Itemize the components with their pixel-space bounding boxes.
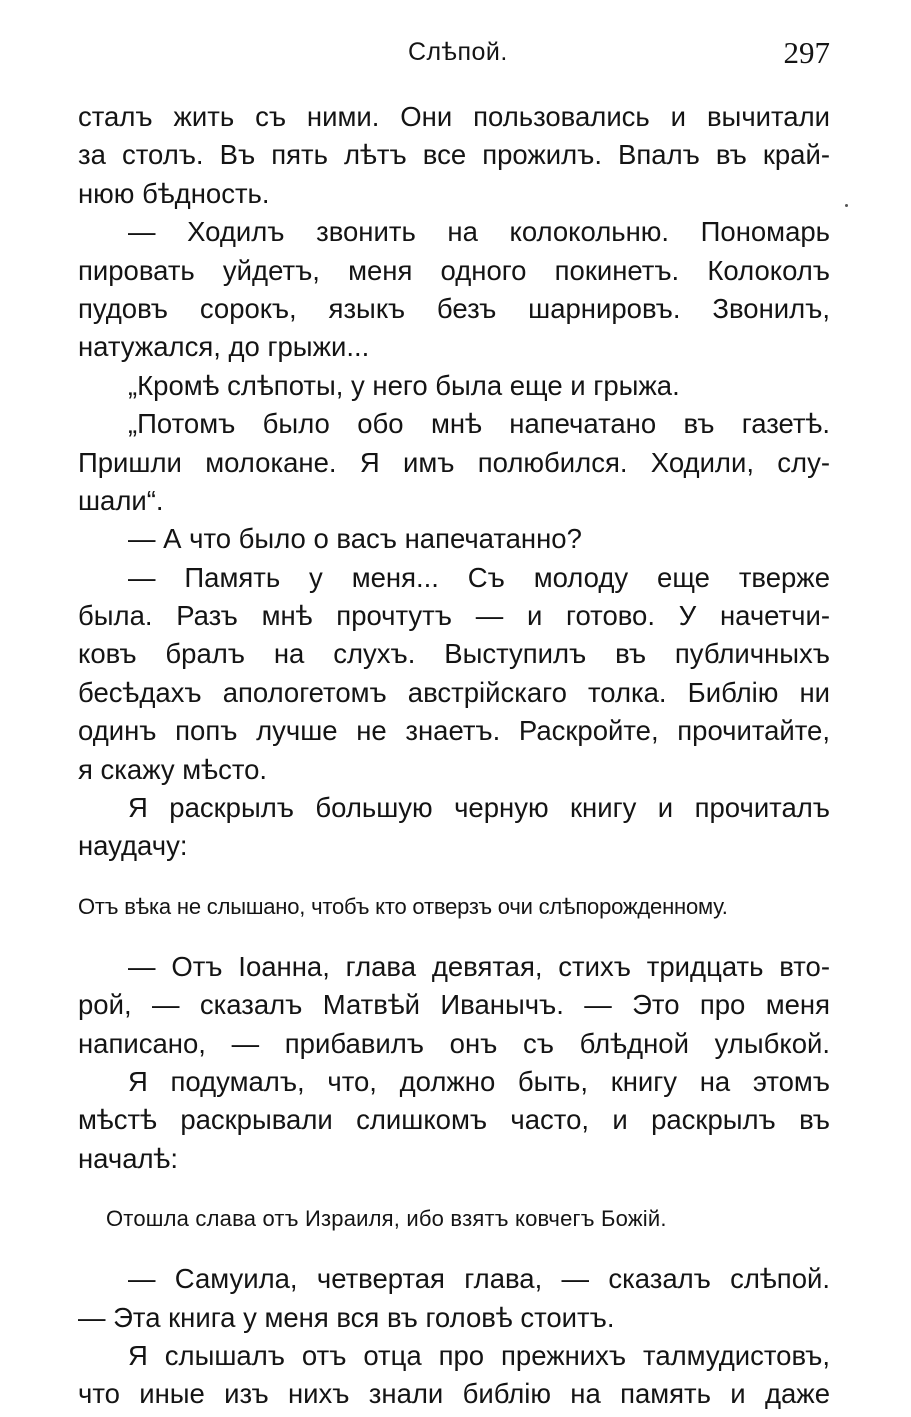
text-line: бесѣдахъ апологетомъ австрійскаго толка. Библію ни: [78, 676, 830, 708]
text-line: за столъ. Въ пять лѣтъ все прожилъ. Впалъ въ край-: [78, 139, 830, 171]
text-line: — Ходилъ звонить на колокольню. Пономарь: [128, 216, 830, 248]
text-line: нюю бѣдность.: [78, 177, 270, 209]
text-line: Я раскрылъ большую черную книгу и прочиталъ: [128, 792, 830, 824]
text-line: шали“.: [78, 484, 164, 516]
text-line: написано, — прибавилъ онъ съ блѣдной улыбкой.: [78, 1027, 830, 1059]
text-line: — Память у меня... Съ молоду еще тверже: [128, 561, 830, 593]
page-number: 297: [783, 35, 830, 70]
running-title: Слѣпой.: [408, 38, 508, 66]
text-line: „Потомъ было обо мнѣ напечатано въ газетѣ.: [128, 408, 830, 440]
scripture-quote: Отъ вѣка не слышано, чтобъ кто отверзъ очи слѣпорожденному.: [78, 893, 728, 919]
text-line: натужался, до грыжи...: [78, 331, 370, 363]
text-line: — Эта книга у меня вся въ головѣ стоитъ.: [78, 1301, 615, 1333]
text-line: мѣстѣ раскрывали слишкомъ часто, и раскрылъ въ: [78, 1104, 830, 1136]
text-line: Я подумалъ, что, должно быть, книгу на этомъ: [128, 1065, 830, 1097]
print-speck: [845, 204, 848, 207]
text-line: началѣ:: [78, 1142, 179, 1174]
text-line: — А что было о васъ напечатанно?: [128, 523, 582, 555]
text-line: сталъ жить съ ними. Они пользовались и вычитали: [78, 101, 830, 132]
text-line: Пришли молокане. Я имъ полюбился. Ходили, слу-: [78, 446, 830, 478]
page-header: [78, 35, 830, 78]
text-line: рой, — сказалъ Матвѣй Иванычъ. — Это про меня: [78, 989, 830, 1021]
text-line: „Кромѣ слѣпоты, у него была еще и грыжа.: [128, 369, 680, 401]
text-line: была. Разъ мнѣ прочтутъ — и готово. У начетчи-: [78, 600, 830, 632]
text-line: наудачу:: [78, 830, 188, 862]
scripture-quote: Отошла слава отъ Израиля, ибо взятъ ковчегъ Божій.: [106, 1206, 667, 1232]
text-line: — Отъ Іоанна, глава девятая, стихъ тридцать вто-: [128, 950, 830, 982]
page-body: [78, 98, 830, 1414]
text-line: пировать уйдетъ, меня одного покинетъ. Колоколъ: [78, 254, 830, 286]
text-line: ковъ бралъ на слухъ. Выступилъ въ публичныхъ: [78, 638, 830, 670]
text-line: одинъ попъ лучше не знаетъ. Раскройте, прочитайте,: [78, 715, 830, 747]
text-line: пудовъ сорокъ, языкъ безъ шарнировъ. Звонилъ,: [78, 292, 830, 324]
text-line: — Самуила, четвертая глава, — сказалъ слѣпой.: [128, 1263, 830, 1295]
text-line: что иные изъ нихъ знали библію на память и даже: [78, 1378, 830, 1410]
text-line: я скажу мѣсто.: [78, 753, 268, 785]
text-line: Я слышалъ отъ отца про прежнихъ талмудистовъ,: [128, 1339, 830, 1371]
